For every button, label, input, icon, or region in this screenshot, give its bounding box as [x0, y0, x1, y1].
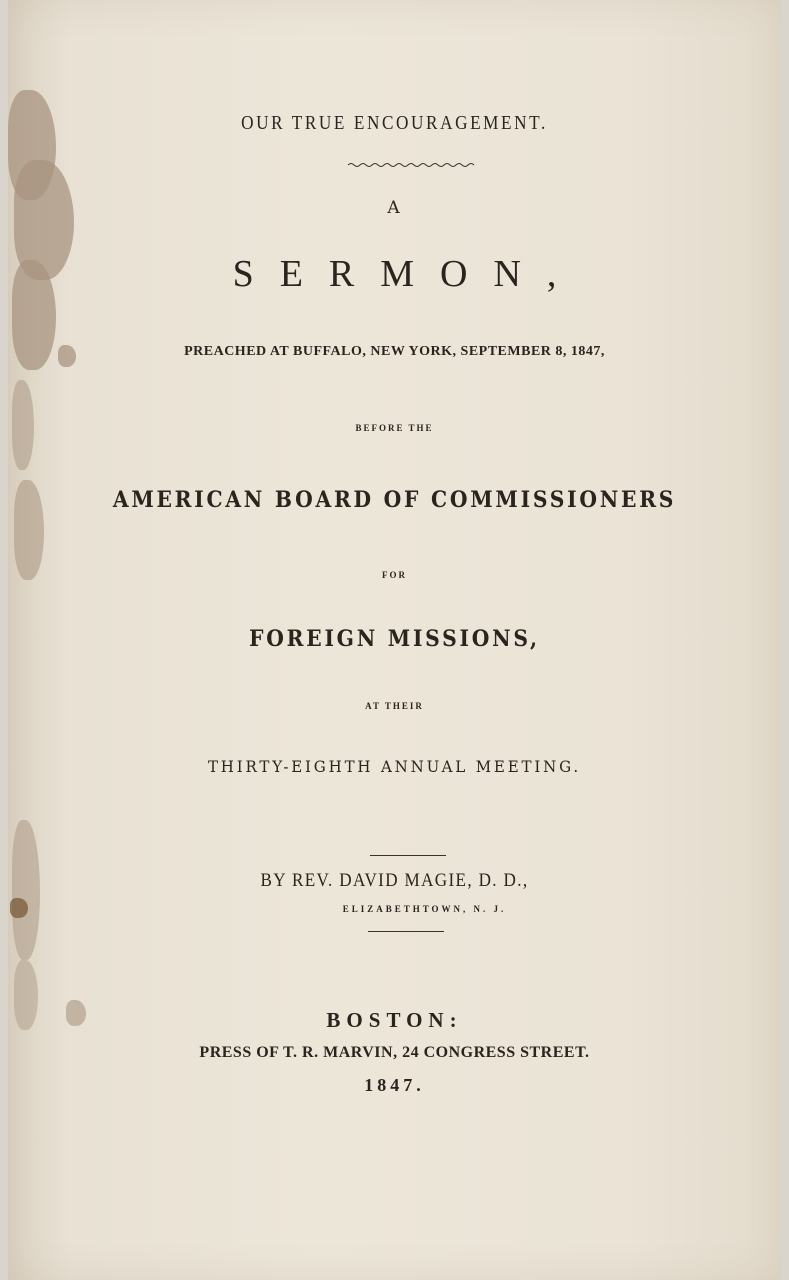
at-their-line: AT THEIR — [365, 701, 424, 711]
imprint-press: PRESS OF T. R. MARVIN, 24 CONGRESS STREET. — [199, 1044, 590, 1061]
board-heading: AMERICAN BOARD OF COMMISSIONERS — [112, 487, 677, 513]
bottom-rule — [368, 931, 444, 932]
preached-line: PREACHED AT BUFFALO, NEW YORK, SEPTEMBER 8, 1847, — [184, 344, 605, 359]
foreign-missions-heading: FOREIGN MISSIONS, — [249, 626, 540, 652]
running-head: OUR TRUE ENCOURAGEMENT. — [241, 112, 548, 134]
imprint-city: BOSTON: — [326, 1008, 463, 1032]
imprint-year: 1847. — [364, 1075, 425, 1095]
author-line: BY REV. DAVID MAGIE, D. D., — [260, 870, 529, 891]
paper-stain — [10, 898, 28, 918]
wavy-ornament — [348, 160, 478, 170]
article-a: A — [387, 198, 402, 218]
title-page — [8, 0, 781, 1280]
author-place: ELIZABETHTOWN, N. J. — [342, 904, 507, 914]
meeting-line: THIRTY-EIGHTH ANNUAL MEETING. — [207, 757, 582, 776]
paper-stain — [12, 820, 40, 960]
before-line: BEFORE THE — [355, 423, 434, 433]
sermon-heading: SERMON, — [232, 253, 583, 295]
for-line: FOR — [382, 570, 407, 580]
top-rule — [370, 855, 446, 856]
